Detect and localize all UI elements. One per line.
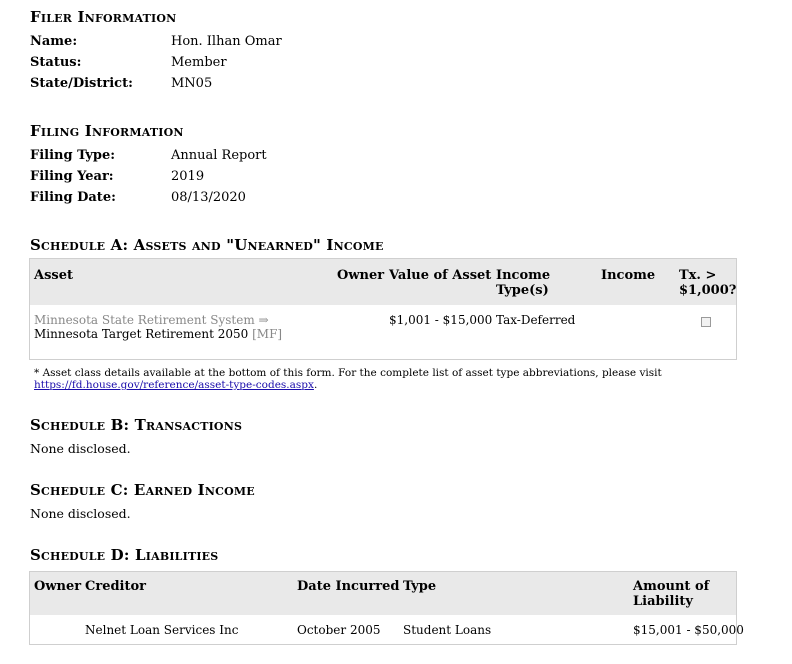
- column-header-owner: Owner: [337, 268, 385, 283]
- column-header-tx: Tx. > $1,000?: [679, 268, 737, 298]
- date-incurred: October 2005: [297, 623, 381, 637]
- schedule-a-table: [29, 258, 737, 360]
- column-header-date-incurred: Date Incurred: [297, 579, 400, 594]
- column-header-type: Type: [403, 579, 437, 594]
- filing-type-value: Annual Report: [171, 148, 267, 163]
- schedule-a-title: Schedule A: Assets and "Unearned" Income: [30, 236, 384, 254]
- schedule-d-table: [29, 571, 744, 645]
- column-header-owner: Owner: [34, 579, 82, 594]
- column-header-income: Income: [601, 268, 656, 283]
- schedule-b-text: None disclosed.: [30, 441, 131, 456]
- column-header-amount: Amount of Liability: [633, 579, 710, 609]
- filing-year-value: 2019: [171, 169, 205, 184]
- state-district-value: MN05: [171, 76, 213, 91]
- schedule-a-table-header: [30, 259, 736, 305]
- filing-information-title: Filing Information: [30, 122, 184, 140]
- asset-name: [34, 327, 282, 342]
- asset-value: $1,001 - $15,000: [389, 313, 493, 327]
- column-header-creditor: Creditor: [85, 579, 147, 594]
- schedule-c-title: Schedule C: Earned Income: [30, 481, 255, 499]
- name-label: Name:: [30, 34, 78, 49]
- filing-date-label: Filing Date:: [30, 190, 116, 205]
- status-value: Member: [171, 55, 227, 70]
- creditor: Nelnet Loan Services Inc: [85, 623, 239, 637]
- schedule-d-table-header: [30, 572, 736, 615]
- asset-name-text: Minnesota Target Retirement 2050: [34, 327, 249, 341]
- column-header-income-type: Income Type(s): [496, 268, 551, 298]
- column-header-value: Value of Asset: [389, 268, 492, 283]
- asset-note: * Asset class details available at the bottom of this form. For the complete list of asset type abbreviations, please visit: [34, 367, 662, 379]
- schedule-c-text: None disclosed.: [30, 506, 131, 521]
- asset-note-period: .: [313, 379, 318, 391]
- filing-year-label: Filing Year:: [30, 169, 114, 184]
- asset-type-codes-link[interactable]: https://fd.house.gov/reference/asset-type-codes.aspx: [34, 379, 314, 391]
- income-type: Tax-Deferred: [496, 313, 576, 327]
- schedule-b-title: Schedule B: Transactions: [30, 416, 243, 434]
- state-district-label: State/District:: [30, 76, 133, 91]
- filing-type-label: Filing Type:: [30, 148, 116, 163]
- name-value: Hon. Ilhan Omar: [171, 34, 282, 49]
- schedule-d-title: Schedule D: Liabilities: [30, 546, 219, 564]
- asset-type-code: [MF]: [252, 327, 283, 341]
- column-header-asset: Asset: [34, 268, 73, 283]
- asset-note-link-line: [34, 379, 317, 391]
- liability-type: Student Loans: [403, 623, 492, 637]
- asset-parent: Minnesota State Retirement System ⇒: [34, 313, 269, 327]
- tx-over-1000-checkbox[interactable]: [701, 317, 711, 327]
- filer-information-title: Filer Information: [30, 8, 177, 26]
- liability-amount: $15,001 - $50,000: [633, 623, 744, 637]
- status-label: Status:: [30, 55, 82, 70]
- filing-date-value: 08/13/2020: [171, 190, 246, 205]
